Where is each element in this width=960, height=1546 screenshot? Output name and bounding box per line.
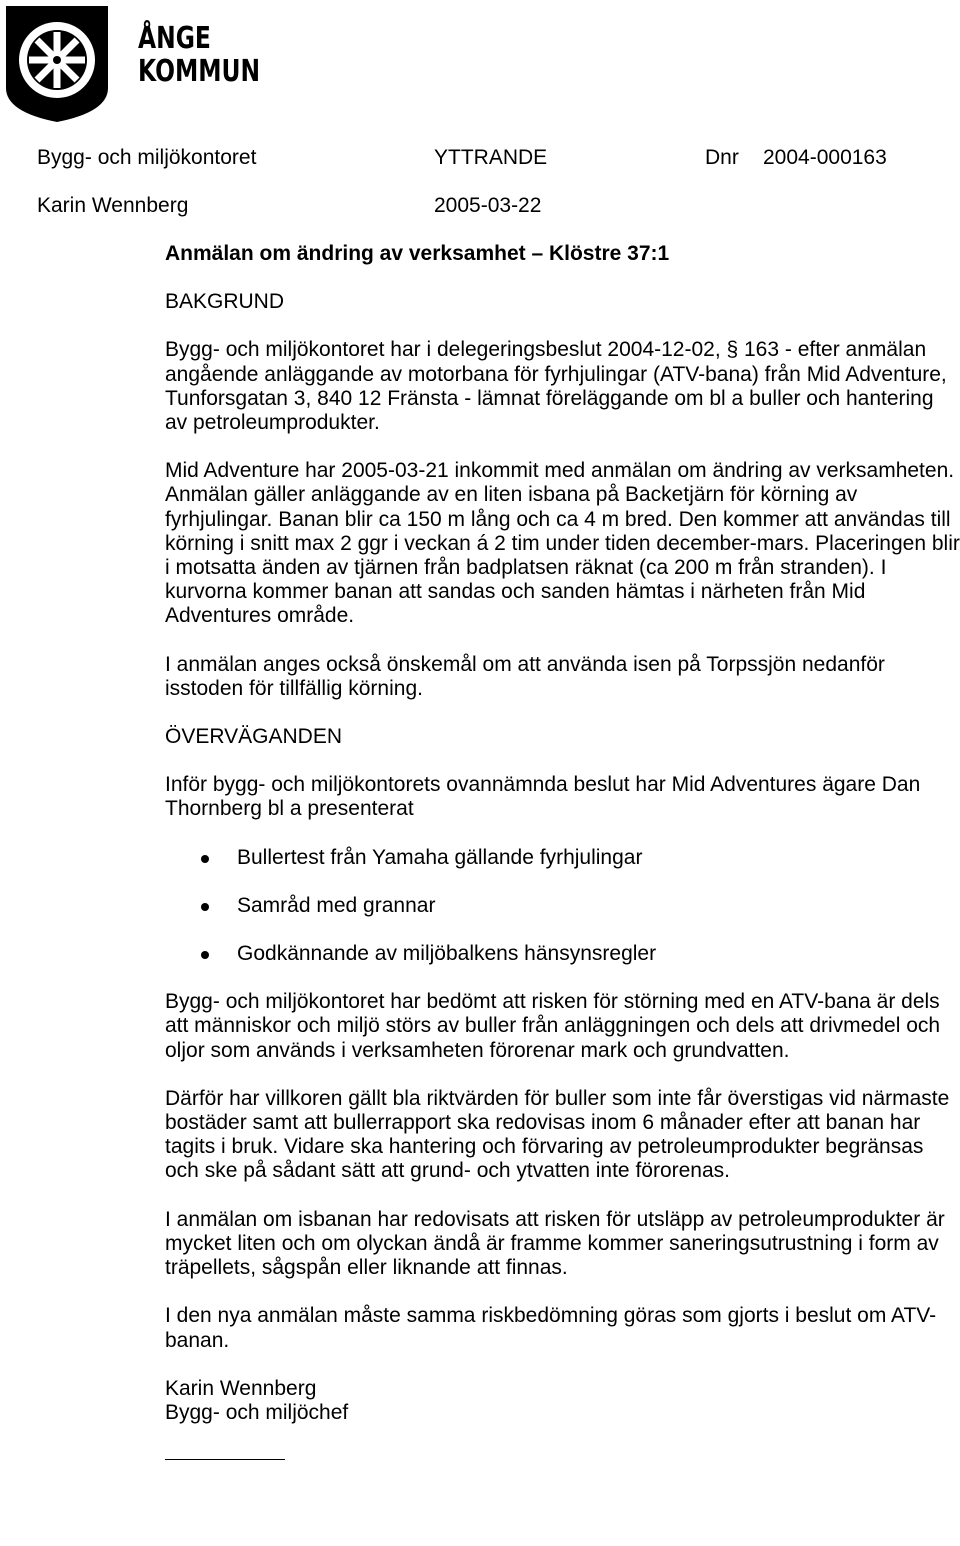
municipality-name-line1: ÅNGE [138,21,211,56]
municipality-emblem-icon [2,2,112,124]
document-body [165,242,960,1460]
list-item [165,942,960,966]
municipality-name [138,22,260,88]
bullet-list [165,846,960,967]
list-item-text: Bullertest från Yamaha gällande fyrhjulingar [237,845,643,869]
document-date: 2005-03-22 [434,194,542,217]
signature-name: Karin Wennberg [165,1376,317,1400]
signature-role: Bygg- och miljöchef [165,1400,349,1424]
paragraph: I anmälan om isbanan har redovisats att risken för utsläpp av petroleumprodukter är mycket liten och om olyckan ändå är framme kommer saneringsutrustning i form av träpellets, sågspån eller liknande att finnas. [165,1207,945,1280]
list-item [165,894,960,918]
paragraph: Bygg- och miljökontoret har i delegeringsbeslut 2004-12-02, § 163 - efter anmälan angående anläggande av motorbana för fyrhjulingar (ATV-bana) från Mid Adventure, Tunforsgatan 3, 840 12 Fränsta - lämnat föreläggande om bl a buller och hantering av petroleumprodukter. [165,338,947,435]
paragraph: I anmälan anges också önskemål om att använda isen på Torpssjön nedanför isstoden för tillfällig körning. [165,652,885,700]
municipality-name-line2: KOMMUN [138,54,261,89]
dnr-label: Dnr [705,146,739,169]
paragraph: Därför har villkoren gällt bla riktvärden för buller som inte får överstigas vid närmaste bostäder samt att bullerrapport ska redovisas inom 6 månader efter att banan har tagits i bruk. Vidare ska hantering och förvaring av petroleumprodukter begränsas och ske på sådant sätt att grund- och ytvatten inte förorenas. [165,1086,950,1183]
bullet-icon [201,951,209,959]
office-name: Bygg- och miljökontoret [37,146,257,169]
document-title: Anmälan om ändring av verksamhet – Klöstre 37:1 [165,242,670,265]
paragraph: Bygg- och miljökontoret har bedömt att risken för störning med en ATV-bana är dels att människor och miljö störs av buller från anläggningen och dels att drivmedel och oljor som används i verksamheten förorenar mark och grundvatten. [165,990,941,1062]
paragraph: I den nya anmälan måste samma riskbedömning göras som gjorts i beslut om ATV-banan. [165,1304,937,1352]
signature-line [165,1459,285,1460]
bullet-icon [201,903,209,911]
list-item-text: Samråd med grannar [237,893,436,917]
section-heading-bakgrund: BAKGRUND [165,290,285,314]
section-heading-overvaganden: ÖVERVÄGANDEN [165,725,342,749]
dnr-value: 2004-000163 [763,146,887,169]
paragraph: Inför bygg- och miljökontorets ovannämnda beslut har Mid Adventures ägare Dan Thornberg bl a presenterat [165,773,921,821]
bullet-icon [201,855,209,863]
paragraph: Mid Adventure har 2005-03-21 inkommit med anmälan om ändring av verksamheten. Anmälan gäller anläggande av en liten isbana på Backetjärn för körning av fyrhjulingar. Banan blir ca 150 m lång och ca 4 m bred. Den kommer att användas till körning i snitt max 2 ggr i veckan á 2 tim under tiden december-mars. Placeringen blir i motsatta änden av tjärnen från badplatsen räknat (ca 200 m från stranden). I kurvorna kommer banan att sandas och sanden hämtas i närheten från Mid Adventures område. [165,459,960,628]
document-type: YTTRANDE [434,146,548,169]
list-item-text: Godkännande av miljöbalkens hänsynsregler [237,942,657,966]
list-item [165,846,960,870]
author-name: Karin Wennberg [37,194,189,217]
